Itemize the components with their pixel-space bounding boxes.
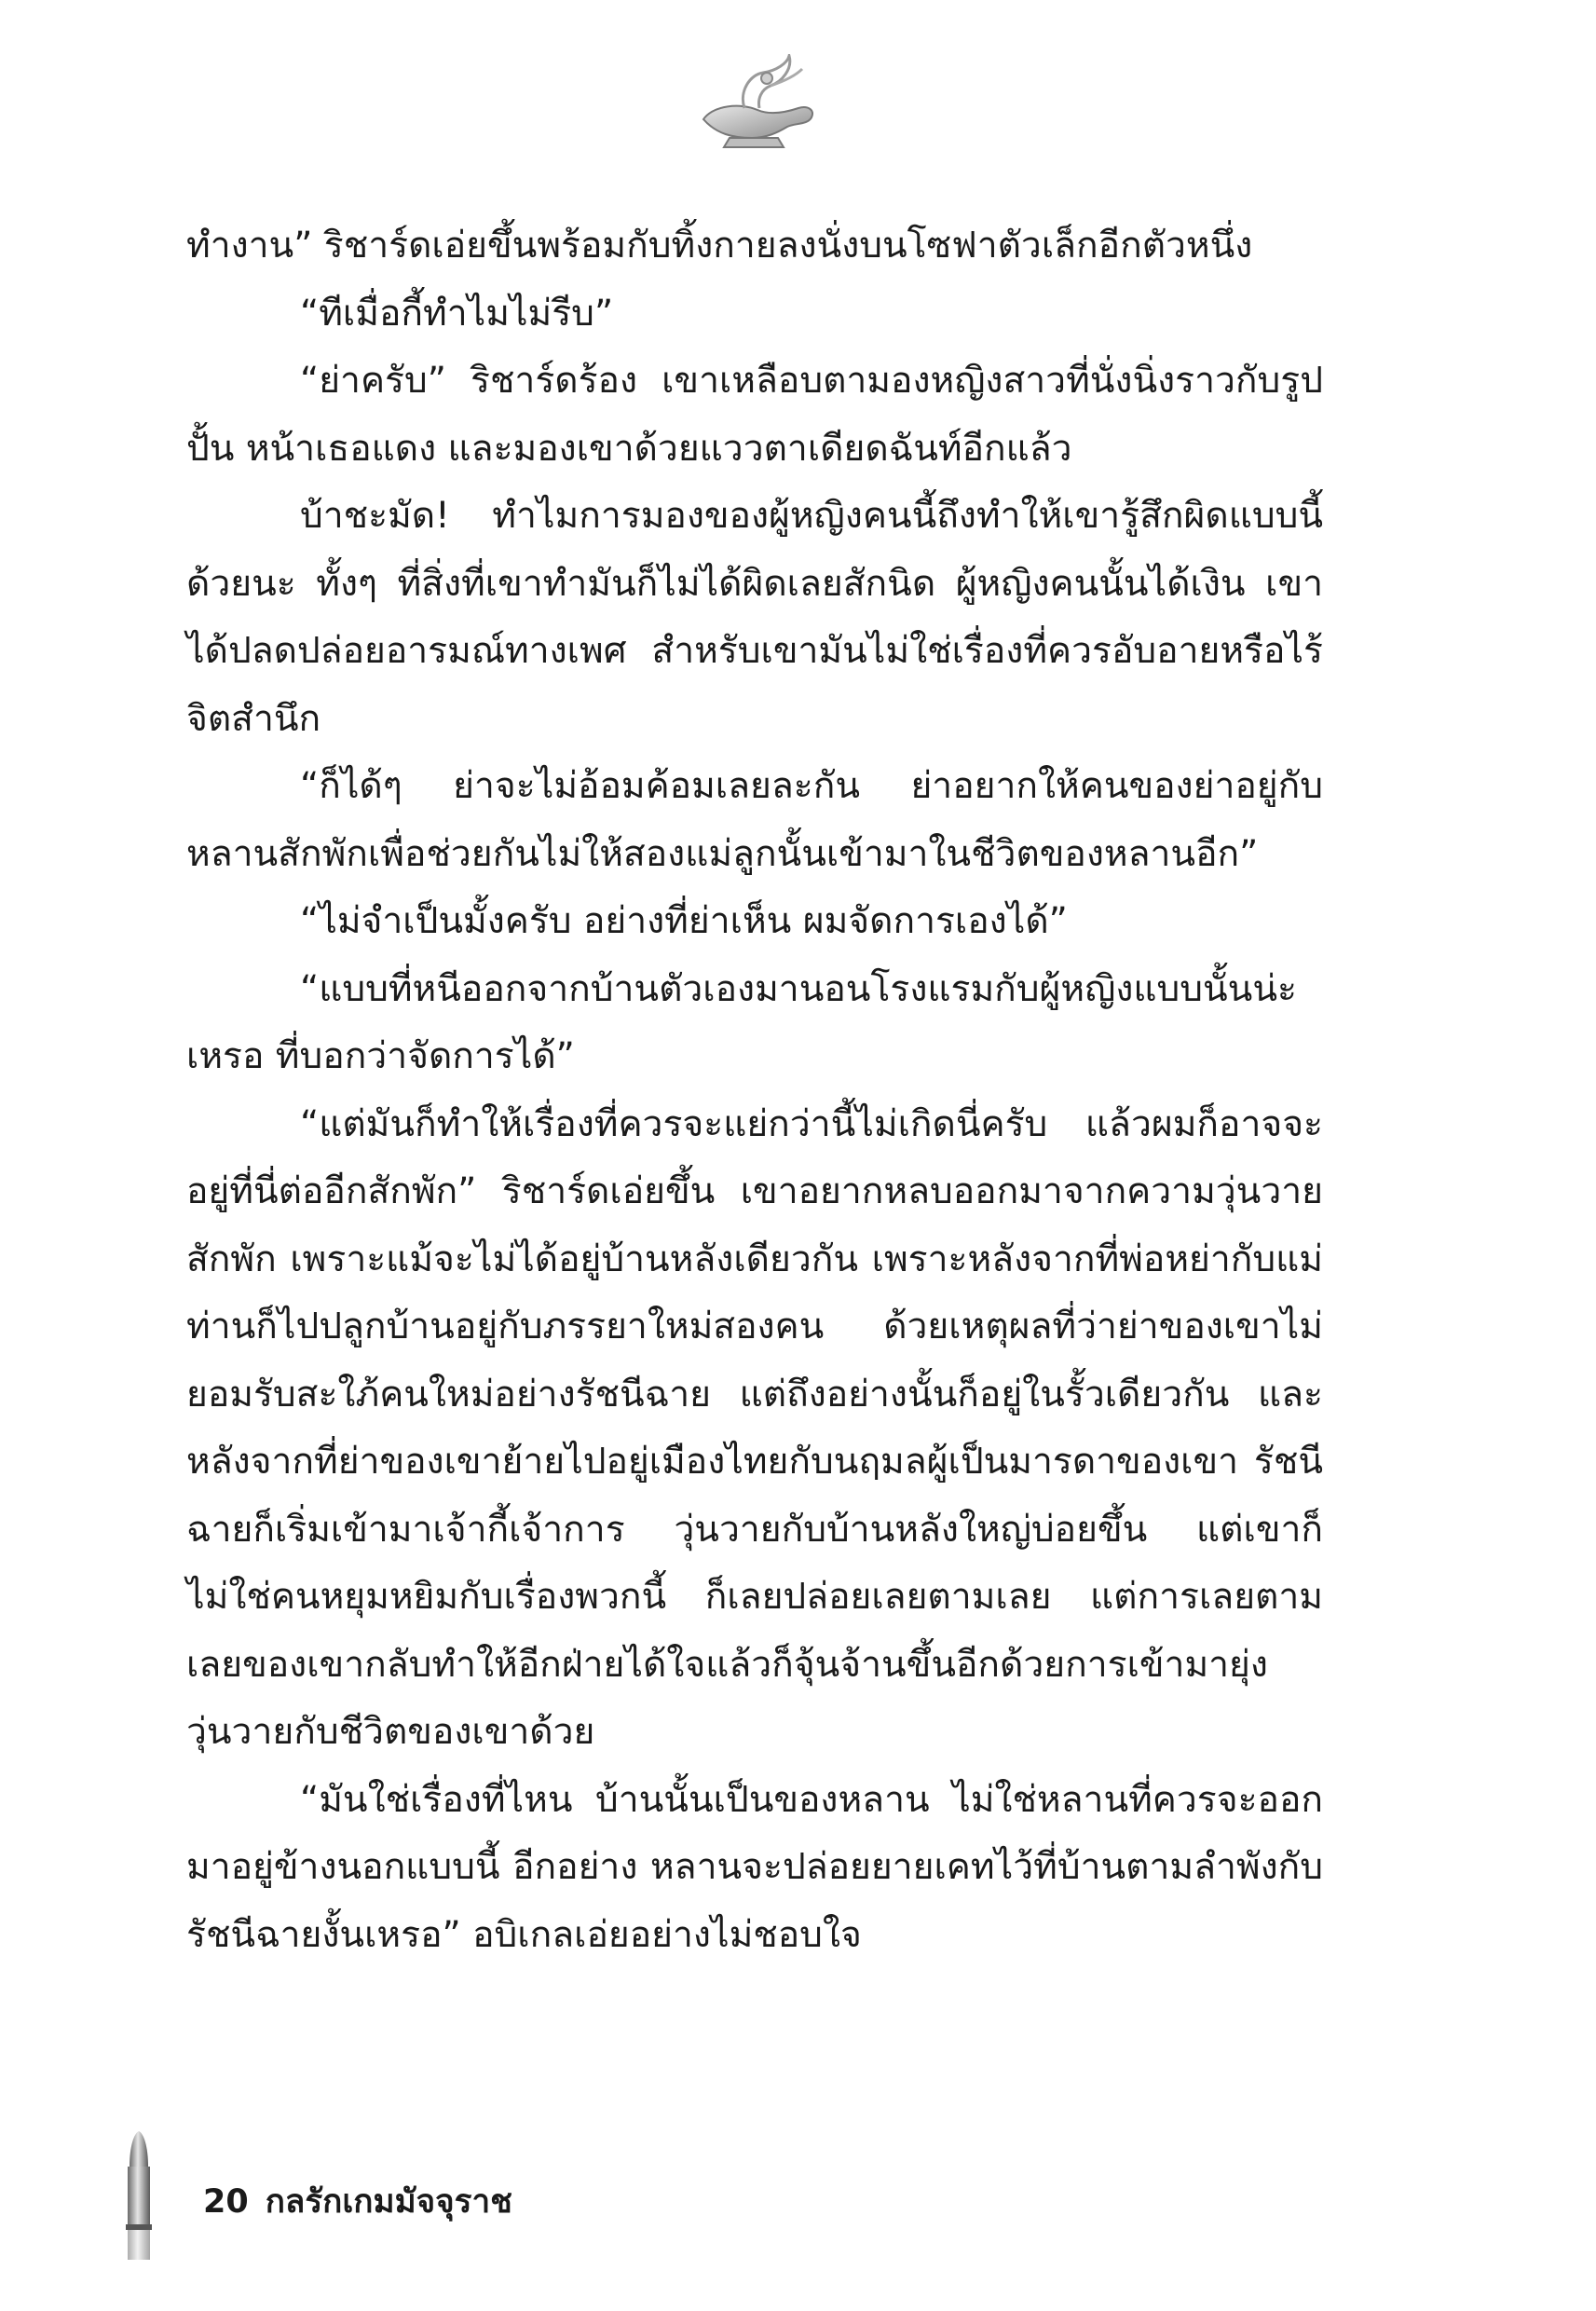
paragraph-3: “ย่าครับ” ริชาร์ดร้อง เขาเหลือบตามองหญิงสาวที่นั่งนิ่งราวกับรูปปั้น หน้าเธอแดง และมองเขาด้วยแววตาเดียดฉันท์อีกแล้ว — [186, 360, 1323, 470]
page-number: 20 — [203, 2183, 249, 2221]
paragraph-7: “แบบที่หนีออกจากบ้านตัวเองมานอนโรงแรมกับผู้หญิงแบบนั้นน่ะเหรอ ที่บอกว่าจัดการได้” — [186, 967, 1297, 1077]
paragraph-5: “ก็ได้ๆ ย่าจะไม่อ้อมค้อมเลยละกัน ย่าอยากให้คนของย่าอยู่กับหลานสักพักเพื่อช่วยกันไม่ให้สองแม่ลูกนั้นเข้ามาในชีวิตของหลานอีก” — [186, 765, 1323, 875]
footer-label — [203, 2176, 512, 2227]
page-footer — [117, 2129, 676, 2260]
bullet-icon — [117, 2129, 160, 2260]
paragraph-2: “ทีเมื่อกี้ทำไมไม่รีบ” — [300, 292, 614, 335]
magic-lamp-ornament-icon — [685, 54, 825, 157]
paragraph-9: “มันใช่เรื่องที่ไหน บ้านนั้นเป็นของหลาน ไม่ใช่หลานที่ควรจะออกมาอยู่ข้างนอกแบบนี้ อีกอย่าง หลานจะปล่อยยายเคทไว้ที่บ้านตามลำพังกับรัชนีฉายงั้นเหรอ” อบิเกลเอ่ยอย่างไม่ชอบใจ — [186, 1778, 1323, 1956]
paragraph-1: ทำงาน” ริชาร์ดเอ่ยขึ้นพร้อมกับทิ้งกายลงนั่งบนโซฟาตัวเล็กอีกตัวหนึ่ง — [186, 225, 1253, 267]
paragraph-6: “ไม่จำเป็นมั้งครับ อย่างที่ย่าเห็น ผมจัดการเองได้” — [300, 900, 1068, 942]
body-text — [186, 212, 1323, 1969]
paragraph-8: “แต่มันก็ทำให้เรื่องที่ควรจะแย่กว่านี้ไม่เกิดนี่ครับ แล้วผมก็อาจจะอยู่ที่นี่ต่ออีกสักพัก” ริชาร์ดเอ่ยขึ้น เขาอยากหลบออกมาจากความวุ่นวายสักพัก เพราะแม้จะไม่ได้อยู่บ้านหลังเดียวกัน เพราะหลังจากที่พ่อหย่ากับแม่ ท่านก็ไปปลูกบ้านอยู่กับภรรยาใหม่สองคน ด้วยเหตุผลที่ว่าย่าของเขาไม่ยอมรับสะใภ้คนใหม่อย่างรัชนีฉาย แต่ถึงอย่างนั้นก็อยู่ในรั้วเดียวกัน และหลังจากที่ย่าของเขาย้ายไปอยู่เมืองไทยกับนฤมลผู้เป็นมารดาของเขา รัชนีฉายก็เริ่มเข้ามาเจ้ากี้เจ้าการ วุ่นวายกับบ้านหลังใหญ่บ่อยขึ้น แต่เขาก็ไม่ใช่คนหยุมหยิมกับเรื่องพวกนี้ ก็เลยปล่อยเลยตามเลย แต่การเลยตามเลยของเขากลับทำให้อีกฝ่ายได้ใจแล้วก็จุ้นจ้านขึ้นอีกด้วยการเข้ามายุ่งวุ่นวายกับชีวิตของเขาด้วย — [186, 1102, 1323, 1753]
book-title: กลรักเกมมัจจุราช — [265, 2183, 512, 2221]
paragraph-4: บ้าชะมัด! ทำไมการมองของผู้หญิงคนนี้ถึงทำให้เขารู้สึกผิดแบบนี้ด้วยนะ ทั้งๆ ที่สิ่งที่เขาทำมันก็ไม่ได้ผิดเลยสักนิด ผู้หญิงคนนั้นได้เงิน เขาได้ปลดปล่อยอารมณ์ทางเพศ สำหรับเขามันไม่ใช่เรื่องที่ควรอับอายหรือไร้จิตสำนึก — [186, 495, 1323, 740]
